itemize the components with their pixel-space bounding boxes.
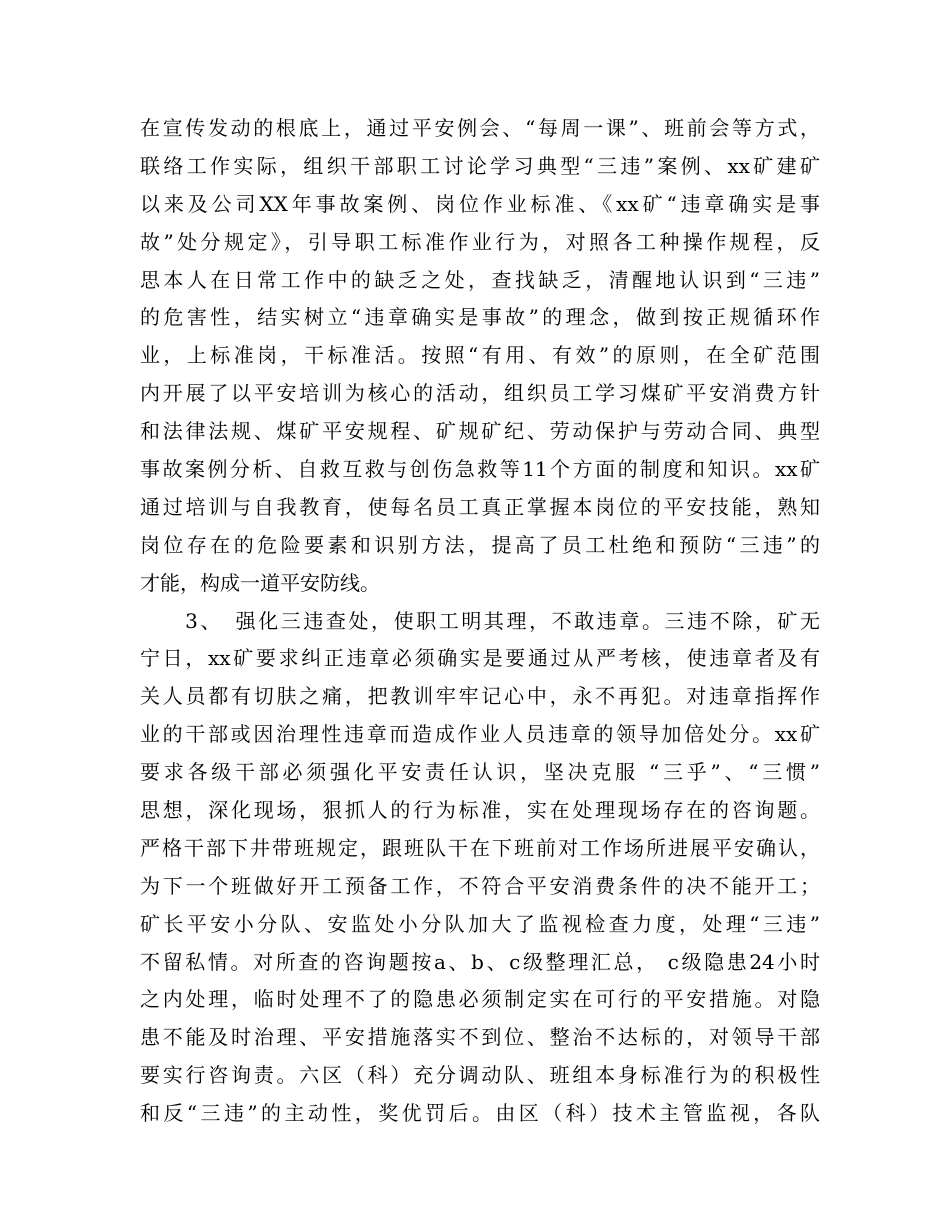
text-line: 在宣传发动的根底上，通过平安例会、“每周一课”、班前会等方式， bbox=[140, 116, 820, 140]
text-line: 和反“三违”的主动性，奖优罚后。由区（科）技术主管监视，各队 bbox=[140, 1101, 820, 1126]
text-line: 岗位存在的危险要素和识别方法，提高了员工杜绝和预防“三违”的 bbox=[140, 532, 820, 557]
text-line: 内开展了以平安培训为核心的活动，组织员工学习煤矿平安消费方针 bbox=[140, 381, 820, 406]
text-line: 不留私情。对所查的咨询题按a、b、c级整理汇总， c级隐患24小时 bbox=[140, 949, 820, 974]
text-line: 通过培训与自我教育，使每名员工真正掌握本岗位的平安技能，熟知 bbox=[140, 494, 820, 519]
text-line: 要实行咨询责。六区（科）充分调动队、班组本身标准行为的积极性 bbox=[140, 1063, 820, 1088]
text-line: 矿长平安小分队、安监处小分队加大了监视检查力度，处理“三违” bbox=[140, 911, 820, 936]
text-line: 以来及公司XX年事故案例、岗位作业标准、《xx矿“违章确实是事 bbox=[140, 191, 820, 216]
text-line: 业的干部或因治理性违章而造成作业人员违章的领导加倍处分。xx矿 bbox=[140, 722, 820, 747]
text-line: 患不能及时治理、平安措施落实不到位、整治不达标的，对领导干部 bbox=[140, 1025, 820, 1050]
paragraph-1 bbox=[140, 110, 820, 603]
text-line: 之内处理，临时处理不了的隐患必须制定实在可行的平安措施。对隐 bbox=[140, 987, 820, 1012]
text-line: 思本人在日常工作中的缺乏之处，查找缺乏，清醒地认识到“三违” bbox=[140, 267, 820, 292]
paragraph-2 bbox=[140, 603, 820, 1133]
text-line: 宁日，xx矿要求纠正违章必须确实是要通过从严考核，使违章者及有 bbox=[140, 646, 820, 671]
text-line: 联络工作实际，组织干部职工讨论学习典型“三违”案例、xx矿建矿 bbox=[140, 153, 820, 178]
text-line: 才能，构成一道平安防线。 bbox=[140, 570, 380, 595]
text-line: 3、 强化三违查处，使职工明其理，不敢违章。三违不除，矿无 bbox=[140, 608, 820, 633]
text-line: 事故案例分析、自救互救与创伤急救等11个方面的制度和知识。xx矿 bbox=[140, 457, 820, 482]
text-line: 思想，深化现场，狠抓人的行为标准，实在处理现场存在的咨询题。 bbox=[140, 798, 820, 823]
text-line: 严格干部下井带班规定，跟班队干在下班前对工作场所进展平安确认， bbox=[140, 835, 820, 860]
text-line: 故”处分规定》，引导职工标准作业行为，对照各工种操作规程，反 bbox=[140, 229, 820, 254]
text-line: 和法律法规、煤矿平安规程、矿规矿纪、劳动保护与劳动合同、典型 bbox=[140, 419, 820, 444]
text-line: 要求各级干部必须强化平安责任认识，坚决克服 “三乎”、“三惯” bbox=[140, 760, 820, 785]
text-line: 的危害性，结实树立“违章确实是事故”的理念，做到按正规循环作 bbox=[140, 305, 820, 330]
body-text bbox=[140, 110, 820, 1133]
text-line: 关人员都有切肤之痛，把教训牢牢记心中，永不再犯。对违章指挥作 bbox=[140, 684, 820, 709]
text-line: 为下一个班做好开工预备工作，不符合平安消费条件的决不能开工； bbox=[140, 873, 820, 898]
text-line: 业，上标准岗，干标准活。按照“有用、有效”的原则，在全矿范围 bbox=[140, 343, 820, 368]
